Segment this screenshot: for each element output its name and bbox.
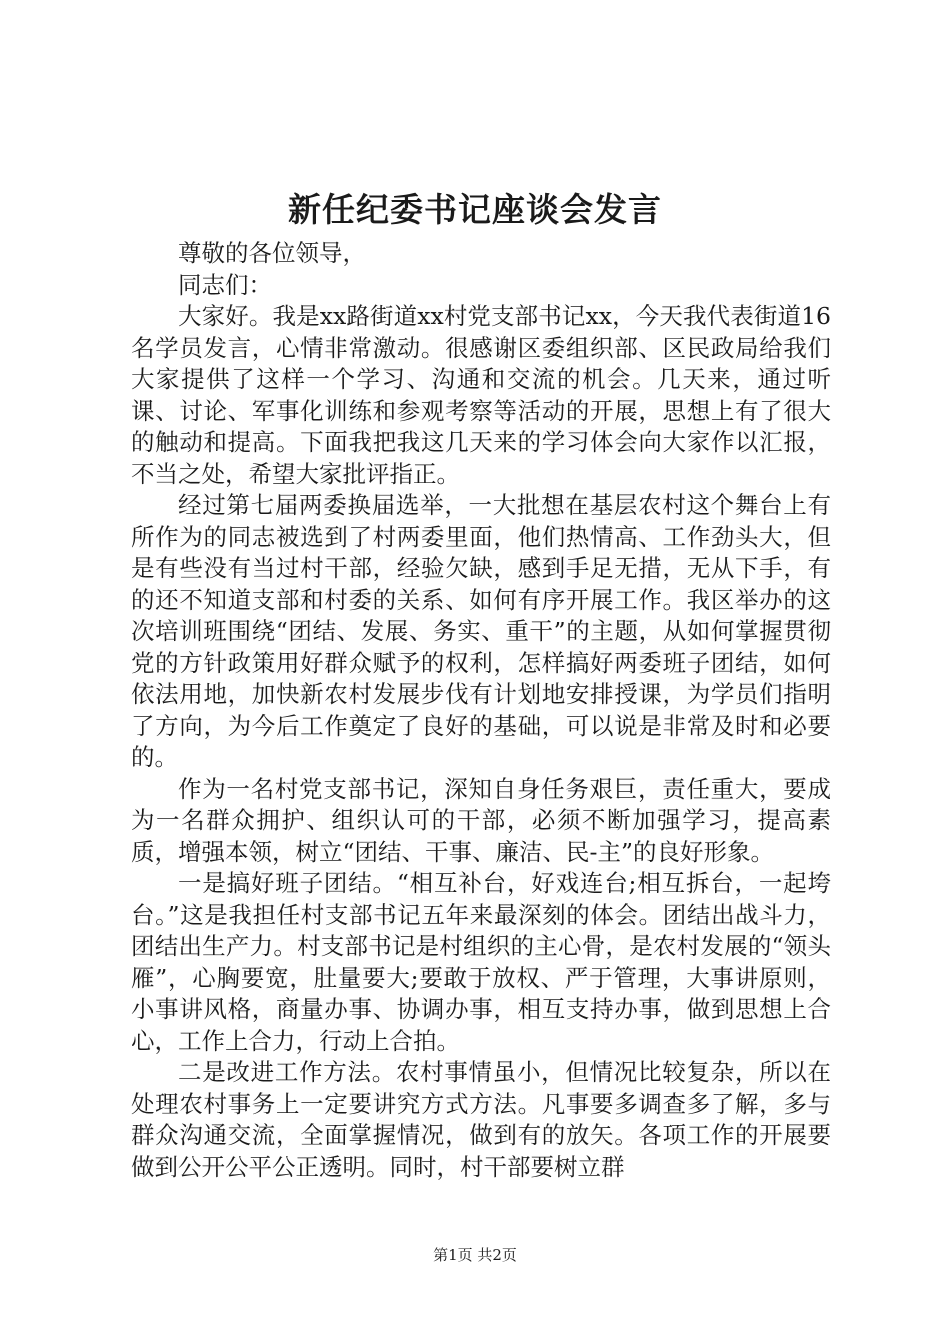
paragraph-point-one: 一是搞好班子团结。“相互补台，好戏连台;相互拆台，一起垮台。”这是我担任村支部书记五年来最深刻的体会。团结出战斗力，团结出生产力。村支部书记是村组织的主心骨，是农村发展的“领头雁”，心胸要宽，肚量要大;要敢于放权、严于管理，大事讲原则，小事讲风格，商量办事、协调办事，相互支持办事，做到思想上合心，工作上合力，行动上合拍。 [131,869,831,1055]
paragraph-point-two: 二是改进工作方法。农村事情虽小，但情况比较复杂，所以在处理农村事务上一定要讲究方式方法。凡事要多调查多了解，多与群众沟通交流，全面掌握情况，做到有的放矢。各项工作的开展要做到公开公平公正透明。同时，村干部要树立群 [131,1058,831,1181]
salutation-comrades: 同志们： [178,270,272,299]
page-footer: 第1页 共2页 [433,1246,517,1264]
document-title: 新任纪委书记座谈会发言 [288,190,662,229]
paragraph-training-background: 经过第七届两委换届选举，一大批想在基层农村这个舞台上有所作为的同志被选到了村两委里面，他们热情高、工作劲头大，但是有些没有当过村干部，经验欠缺，感到手足无措，无从下手，有的还不知道支部和村委的关系、如何有序开展工作。我区举办的这次培训班围绕“团结、发展、务实、重干”的主题，从如何掌握贯彻党的方针政策用好群众赋予的权利，怎样搞好两委班子团结，如何依法用地，加快新农村发展步伐有计划地安排授课，为学员们指明了方向，为今后工作奠定了良好的基础，可以说是非常及时和必要的。 [131,491,831,771]
salutation: 尊敬的各位领导， [178,239,366,267]
paragraph-introduction: 大家好。我是xx路街道xx村党支部书记xx，今天我代表街道16名学员发言，心情非常激动。很感谢区委组织部、区民政局给我们大家提供了这样一个学习、沟通和交流的机会。几天来，通过听课、讨论、军事化训练和参观考察等活动的开展，思想上有了很大的触动和提高。下面我把我这几天来的学习体会向大家作以汇报，不当之处，希望大家批评指正。 [131,302,831,488]
paragraph-responsibility: 作为一名村党支部书记，深知自身任务艰巨，责任重大，要成为一名群众拥护、组织认可的干部，必须不断加强学习，提高素质，增强本领，树立“团结、干事、廉洁、民-主”的良好形象。 [131,774,831,866]
document-body [131,238,831,1183]
